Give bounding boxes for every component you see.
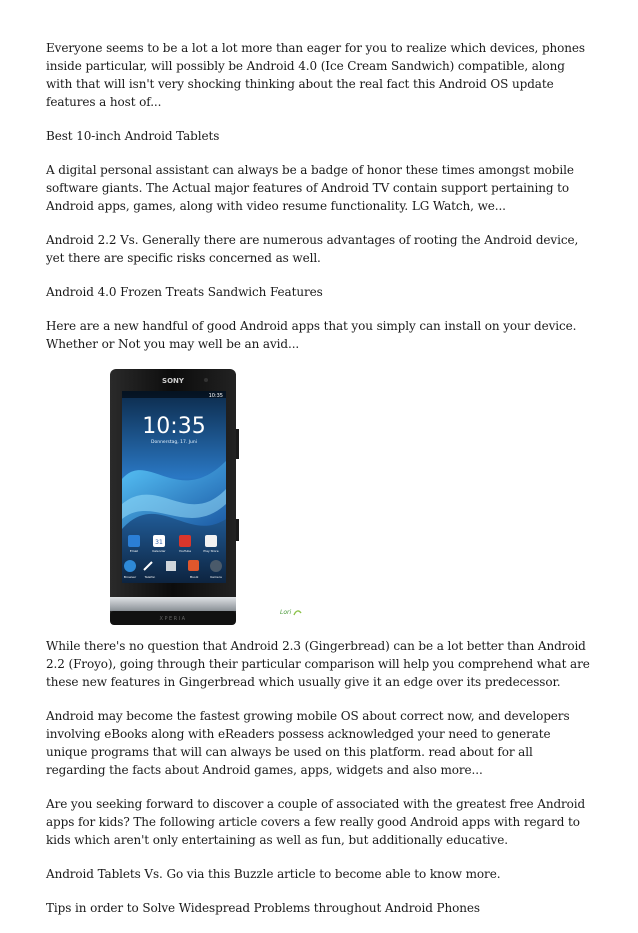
sony-xperia-phone-image [108, 369, 240, 625]
paragraph-5: While there's no question that Android 2.3 (Gingerbread) can be a lot better than Android 2.2 (Froyo), going through their particular comparison will help you comprehend what are these new features in Gingerbread which usually give it an edge over its predecessor. [46, 639, 590, 689]
heading-tips-solve-problems: Tips in order to Solve Widespread Problems throughout Android Phones [46, 901, 480, 915]
paragraph-2: A digital personal assistant can always be a badge of honor these times amongst mobile software giants. The Actual major features of Android TV contain support pertaining to Android apps, games, along with video resume functionality. LG Watch, we... [46, 163, 574, 213]
paragraph-4: Here are a new handful of good Android apps that you simply can install on your device. Whether or Not you may well be an avid... [46, 319, 577, 351]
heading-tablets-vs-go: Android Tablets Vs. Go via this Buzzle article to become able to know more. [46, 867, 501, 881]
phone-brand: SONY [162, 377, 184, 385]
dock-label-youtube: YouTube [178, 549, 192, 553]
dock-label-playstore: Play Store [203, 549, 219, 553]
phone-footer-brand: XPERIA [159, 616, 187, 622]
paragraph-7: Are you seeking forward to discover a couple of associated with the greatest free Android apps for kids? The following article covers a few really good Android apps with regard to kids which aren't only entertaining as well as fun, but additionally educative. [46, 797, 586, 847]
bottom-label-browser: Browser [123, 575, 137, 579]
bottom-label-kamera: Kamera [210, 575, 222, 579]
heading-best-tablets: Best 10-inch Android Tablets [46, 129, 220, 143]
paragraph-6: Android may become the fastest growing mobile OS about correct now, and developers involving eBooks along with eReaders possess acknowledged your need to generate unique programs that will can always be used on this platform. read about for all regarding the facts about Android games, apps, widgets and also more... [46, 709, 570, 777]
phone-figure [46, 369, 594, 625]
dock-label-kalender: Kalender [152, 549, 166, 553]
bottom-label-telefon: Telefon [144, 575, 156, 579]
clock-date: Donnerstag, 17. Juni [151, 440, 197, 445]
svg-text:Lori: Lori [280, 609, 292, 616]
heading-frozen-treats: Android 4.0 Frozen Treats Sandwich Features [46, 285, 323, 299]
status-bar-time: 10:35 [208, 393, 223, 399]
bottom-label-musik: Musik [189, 575, 199, 579]
calendar-icon: 31 [155, 539, 163, 546]
watermark-logo [280, 606, 302, 618]
dock-label-email: Email [129, 549, 139, 553]
article-body [46, 39, 594, 933]
paragraph-1: Everyone seems to be a lot a lot more than eager for you to realize which devices, phones inside particular, will possibly be Android 4.0 (Ice Cream Sandwich) compatible, along with that will isn't very shocking thinking about the real fact this Android OS update features a host of... [46, 41, 585, 109]
clock-time: 10:35 [142, 414, 206, 439]
paragraph-3: Android 2.2 Vs. Generally there are numerous advantages of rooting the Android device, yet there are specific risks concerned as well. [46, 233, 579, 265]
